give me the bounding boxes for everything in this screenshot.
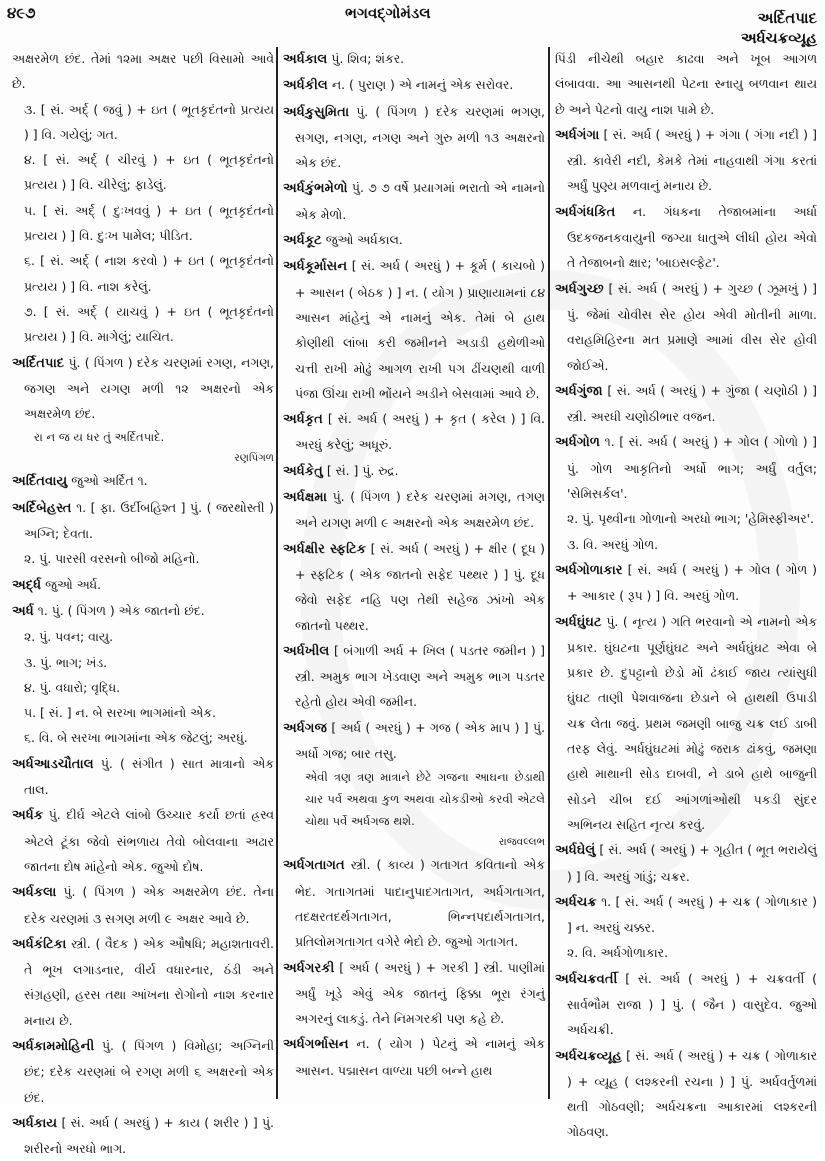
entry-headword: અર્ધક્ષીર સ્ફટિક [283,541,367,557]
entry-definition: [ સં. અર્ધ ( અરધું ) + ગૃહીત ( ભૂત ભરાયેલું ) ] વિ. અરધું ગાંડું; ચક્રર. [567,842,817,884]
entry-headword: અર્ધગુંજા [555,383,603,399]
dictionary-entry [555,1043,817,1145]
dictionary-entry [555,609,817,838]
entry-definition: પું. ( નૃત્ય ) ગતિ ભરવાનો એ નામનો એક પ્રકાર. ઘુંઘટના પૂર્ણઘુંઘટ અને અર્ધઘુંઘટ એવા બે પ્રકાર છે. દુપટ્ટાનો છેડો મોં ઢંકાઈ જાય ત્યાંસુધી ઘુંઘટ તાણી પેશવાજના છેડાને બે હાથથી ઉપાડી ચક્ર લેતા જવું. પ્રથમ જમણી બાજુ ચક્ર લઈ ડાબી તરફ લેવું. અર્ધઘુંઘટમાં મોઢું જરાક ઢાંકવું, જમણા હાથે માથાની સોડ દાબવી, ને ડાબે હાથે બાજુની સોડને ચીબ દઈ આંગળાંઓથી પકડી સુંદર અભિનય સહિત નૃત્ય કરવું. [567,613,817,832]
entry-headword: અર્દિતપાદ [12,355,65,371]
dictionary-entry [283,638,545,715]
entry-headword: અર્દ્ધ [12,577,42,593]
dictionary-entry [283,458,545,484]
entry-definition: સ્ત્રી. ( કાવ્ય ) ગતાગત કવિતાનો એક ભેદ. ગતાગતમાં પાદાનુપાદગતાગત, અર્ધગતાગત, તદક્ષરતદર્થગતાગત, ભિન્નપદાર્થગતાગત, પ્રતિલોમગતાગત વગેરે ભેદો છે. જુઓ ગતાગત. [295,857,545,950]
dictionary-entry [12,468,274,494]
entry-definition: [ સં. અર્ધ ( અરધું ) + કાય ( શરીર ) ] પું. શરીરનો અરધો ભાગ. [24,1114,274,1157]
entry-definition: [ સં. અર્ધ ( અરધું ) + કૃત ( કરેલ ) ] વિ. અરધું કરેલું; અધૂરું. [295,411,545,453]
dictionary-entry [12,879,274,931]
entry-definition: જુઓ અર્દિત ૧. [71,473,148,489]
entry-definition: [ અર્ધ ( અરધું ) + ગરકી ] સ્ત્રી. પાણીમાં અર્ધું ખૂડે એવું એક જાતનું ફિક્કા ભૂરા રંગનું અગરનું લાકડું. તેને નિમગરકી પણ કહે છે. [295,959,545,1027]
entry-headword: અર્ધકંટિકા [12,936,67,952]
entry-headword: અર્ધકૂટ [283,233,322,249]
entry-definition: ૧. [ સં. અર્ધ ( અરધું ) + ગોલ ( ગોળો ) ] પું. ગોળ આકૃતિનો અર્ધો ભાગ; અર્ધું વર્તુલ; 'સેમિસર્કલ'. [567,434,817,502]
dictionary-entry [12,598,274,624]
dictionary-entry [283,46,545,72]
entry-definition: પું. શિવ; શંકર. [331,51,405,66]
entry-definition: ન. ( યોગ ) પેટનું એ નામનું એક આસન. પદ્માસન વાળ્યા પછી બન્ને હાથ [295,1036,545,1078]
citation-quote: એવી ત્રણ ત્રણ માત્રાને છેટે ગજના આઘના છેડાથી ચાર પર્વ અથવા કુળ અથવા ચોકડીઓ કરવી એટલે ચોથા પર્વે અર્ધગજ થશે. [305,770,545,829]
sense-definition: ૫. [ સં. ] ન. બે સરખા ભાગમાંનો એક. [24,705,216,721]
entry-headword: અર્ધઆડચૌતાલ [12,756,94,772]
entry-definition: સ્ત્રી. ( વૈદક ) એક ઔષધિ; મહાશતાવરી. તે ભૂખ લગાડનાર, વીર્ય વધારનાર, ઠંડી અને સંગ્રહણી, હરસ તથા આંખના રોગોનો નાશ કરનાર મનાય છે. [24,935,274,1028]
entry-definition: [ અર્ધ ( અરધું ) + ગજ ( એક માપ ) ] પું. અર્ધો ગજ; બાર તસુ. [295,719,545,762]
page-number: ૪૯૭ [7,4,36,22]
sense-definition: ૪. પું. વધારો; વૃદ્ધિ. [24,679,121,695]
entry-definition: જુઓ અર્ધ. [45,576,102,592]
entry-headword: અર્ધ [12,603,34,619]
entry-definition: [ સં. ] પું. રુદ્ર. [326,462,399,478]
entry-headword: અર્ધગોળાકાર [555,562,623,578]
entry-headword: અર્ધચક્રવર્તી [555,971,618,987]
entry-definition: ન. ગંધકના તેજાબમાંના અર્ધા ઉદકજનકવાયુની જગ્યા ધાતુએ લીધી હોય એવો તે તેજાબનો ક્ષાર; 'બાઇસલ્ફેટ'. [567,203,817,271]
entry-headword: અર્ધચક્ર [555,894,597,910]
citation-source: રાજવલ્લભ [498,836,545,849]
entry-definition: ૧. [ સં. અર્ધ ( અરધું ) + ચક્ર ( ગોળાકાર ) ] ન. અરધું ચક્કર. [567,893,817,936]
entry-headword: અર્ધગરકી [283,960,335,976]
entry-headword: અર્ધકૂર્માસન [283,259,348,275]
entry-headword: અર્ધઘેલું [555,843,596,859]
citation-quote: રા ન જ ય ધર તું અર્દિતપાદે. [34,430,165,445]
dictionary-entry [555,199,817,276]
dictionary-entry [283,253,545,406]
entry-definition: પું. ( પિંગળ ) વિમોહા; અગ્નિની છંદ; દરેક ચરણમાં બે રગણ મળી ૬ અક્ષરનો એક છંદ. [24,1037,274,1105]
dictionary-entry [283,484,545,536]
dictionary-entry [555,378,817,430]
entry-headword: અર્ધગર્ભાસન [283,1037,349,1053]
entry-headword: અર્ધકીલ [283,78,328,94]
dictionary-entry [12,1110,274,1161]
sense-definition: ૩. [ સં. અર્દ્ ( જવું ) + ઇત ( ભૂતકૃદંતનો પ્રત્યય ) ] વિ. ગયેલું; ગત. [24,101,274,142]
entry-headword: અર્ધકાય [12,1115,58,1131]
sense-definition: ૬. વિ. બે સરખા ભાગમાંના એક જેટલું; અરધું. [24,730,248,746]
guide-word-first: અર્દિતપાદ [757,9,817,27]
sense-definition: ૨. પું. પવન; વાયુ. [24,629,114,645]
guide-words [741,8,817,48]
sense-definition: ૬. [ સં. અર્દ્ ( નાશ કરવો ) + ઇત ( ભૂતકૃદંતનો પ્રત્યય ) ] વિ. નાશ કરેલું. [24,253,274,294]
entry-definition: ન. ( પુરાણ ) એ નામનું એક સરોવર. [331,77,514,93]
dictionary-entry [555,276,817,378]
entry-headword: અર્ધગતાગત [283,858,345,874]
entry-definition: પું. ( સંગીત ) સાત માત્રાનો એક તાલ. [24,755,274,798]
entry-definition: પું. દીર્ઘ એટલે લાંબો ઉચ્ચાર કર્યા છતાં હ્રસ્વ એટલે ટૂંકા જેવો સંભળાય તેવો બોલવાના અઢાર જાતના દોષ માંહેનો એક. જુઓ દોષ. [24,807,274,874]
entry-headword: અર્ધગંધકિત [555,204,616,220]
column-1 [12,46,274,1161]
sense-definition: ૫. [ સં. અર્દ્ ( દુઃખવવું ) + ઇત ( ભૂતકૃદંતનો પ્રત્યય ) ] વિ. દુઃખ પામેલ; પીડિત. [24,202,274,244]
sense-definition: ૪. [ સં. અર્દ્ ( ચીરવું ) + ઇત ( ભૂતકૃદંતનો પ્રત્યય ) ] વિ. ચીરેલું; ફાડેલું. [24,152,274,193]
entry-headword: અર્ધકલા [12,885,57,901]
entry-headword: અર્ધકૃત [283,412,323,428]
entry-definition: પું. ૭ ૭ વર્ષે પ્રયાગમાં ભરાતો એ નામનો એક મેળો. [295,180,545,222]
entry-definition: પું. ( પિંગળ ) એક અક્ષરમેળ છંદ. તેના દરેક ચરણમાં ૩ સગણ મળી ૯ અક્ષર આવે છે. [24,884,274,926]
dictionary-entry [283,72,545,98]
dictionary-entry [12,751,274,803]
dictionary-entry [283,955,545,1032]
dictionary-entry [12,802,274,879]
entry-headword: અર્ધઘુંઘટ [555,614,602,630]
dictionary-entry [555,122,817,199]
continued-text: પિંડી નીચેથી બહાર કાઢવા અને ખૂબ આગળ લંબાવવા. આ આસનથી પેટના સ્નાયુ બળવાન થાય છે અને પેટનો વાયુ નાશ પામે છે. [555,51,817,117]
entry-headword: અર્દિબેહસ્ત [12,500,72,516]
column-2 [283,46,545,1083]
entry-definition: [ સં. અર્ધ ( અરધું ) + ગુંજા ( ચણોઠી ) ] સ્ત્રી. અરધી ચણોઠીભાર વજન. [567,382,817,425]
entry-definition: [ બંગાળી અર્ધ + ખિલ ( પડતર જમીન ) ] સ્ત્રી. અમુક ભાગ ખેડવાણ અને અમુક ભાગ પડતર રહેતો હોય એવી જમીન. [295,642,545,710]
dictionary-entry [283,227,545,253]
entry-definition: પું. ( પિંગળ ) દરેક ચરણમાં ભગણ, સગણ, નગણ, નગણ અને ગુરુ મળી ૧૩ અક્ષરનો એક છંદ. [295,103,545,171]
page-title: ભગવદ્ગોમંડલ [345,4,431,22]
sense-definition: ૨. વિ. અર્ધગોળાકાર. [567,945,669,961]
entry-definition: ૧. [ ફા. ઉર્દીબહિશ્ત ] પું. ( જરથોસ્તી ) અગ્નિ; દેવતા. [24,499,274,542]
dictionary-entry [555,966,817,1043]
dictionary-entry [283,406,545,458]
entry-definition: [ સં. અર્ધ ( અરધું ) + ચક્ર ( ગોળાકાર ) + વ્યૂહ ( લશ્કરની રચના ) ] પું. અર્ધવર્તુળમાં થતી ગોઠવણી; અર્ધચક્રના આકારમાં લશ્કરની ગોઠવણ. [567,1047,817,1140]
entry-headword: અર્ધકેતુ [283,463,323,479]
entry-headword: અર્ધકુંભમેળો [283,181,348,197]
entry-headword: અર્ધગુચ્છ [555,281,604,297]
sense-definition: ૨. પું. પારસી વરસનો બીજો મહિનો. [24,551,200,567]
continued-text: અક્ષરમેળ છંદ. તેમાં ૧૨મા અક્ષર પછી વિસામો આવે છે. [12,51,274,92]
entry-definition: પું. ( પિંગળ ) દરેક ચરણમાં રગણ, નગણ, જગણ અને યગણ મળી ૧૨ અક્ષરનો એક અક્ષરમેળ છંદ. [24,354,274,422]
column-3 [555,46,817,1145]
entry-headword: અર્ધખીલ [283,643,330,659]
dictionary-entry [283,175,545,227]
dictionary-entry [12,495,274,547]
entry-definition: [ સં. અર્ધ ( અરધું ) + ચક્રવર્તી ( સાર્વભૌમ રાજા ) ] પું. ( જૈન ) વાસુદેવ. જુઓ અર્ધચક્રી. [567,970,817,1038]
guide-word-last: અર્ધચક્રવ્યૂહ [740,29,817,47]
entry-headword: અર્ધકુસુમિતા [283,104,350,120]
entry-headword: અર્ધગોળ [555,435,601,451]
entry-headword: અર્ધચક્રવ્યૂહ [555,1048,622,1064]
entry-headword: અર્ધકાલ [283,52,328,67]
dictionary-entry [283,715,545,767]
entry-definition: [ સં. અર્ધ ( અરધું ) + ક્ષીર ( દૂધ ) + સ્ફટિક ( એક જાતનો સફેદ પથ્થર ) ] પું. દૂધ જેવો સફેદ નહિ પણ તેથી સહેજ ઝાંખો એક જાતનો પથ્થર. [295,540,545,633]
column-divider [548,47,550,1099]
dictionary-entry [283,99,545,176]
column-divider [276,47,278,1099]
entry-headword: અર્ધકામમોહિની [12,1038,95,1054]
entry-definition: ૧. પું. ( પિંગળ ) એક જાતનો છંદ. [37,602,205,618]
entry-headword: અર્ધગજ [283,720,327,736]
dictionary-entry [555,837,817,889]
dictionary-entry [555,557,817,609]
entry-definition: પું. ( પિંગળ ) દરેક ચરણમાં મગણ, તગણ અને યગણ મળી ૯ અક્ષરનો એક અક્ષરમેળ છંદ. [295,489,545,531]
dictionary-entry [283,852,545,954]
entry-headword: અર્ધક્ષમા [283,490,327,506]
citation-source: રણપિંગળ [234,452,274,465]
sense-definition: ૩. પું. ભાગ; ખંડ. [24,654,108,670]
sense-definition: ૭. [ સં. અર્દ્ ( યાચવું ) + ઇત ( ભૂતકૃદંતનો પ્રત્યય ) ] વિ. માગેલું; યાચિત. [24,303,274,345]
dictionary-entry [12,350,274,427]
dictionary-entry [555,429,817,506]
entry-definition: [ સં. અર્ધ ( અરધું ) + કૂર્મ ( કાચબો ) + આસન ( બેઠક ) ] ન. ( યોગ ) પ્રાણાયામનાં ૮૪ આસન માંહેનું એ નામનું એક. તેમાં બે હાથ કોણીથી લાંબા કરી જમીનને અડાડી હથેળીઓ ચત્તી રાખી મોઢું આગળ રાખી પગ ઢીંચણથી વાળી પંજા ઊંચા રાખી ભોંયને અડીને બેસવામાં આવે છે. [295,258,545,401]
entry-definition: [ સં. અર્ધ ( અરધું ) + ગંગા ( ગંગા નદી ) ] સ્ત્રી. કાવેરી નદી, કેમકે તેમાં નાહવાથી ગંગા કરતાં અર્ધું પુણ્ય મળવાનું મનાય છે. [567,126,817,194]
dictionary-entry [12,931,274,1033]
entry-headword: અર્ધગંગા [555,127,600,143]
dictionary-entry [12,572,274,598]
entry-definition: જુઓ અર્ધકાલ. [325,232,403,248]
entry-definition: [ સં. અર્ધ ( અરધું ) + ગોલ ( ગોળ ) + આકાર ( રૂપ ) ] વિ. અરધું ગોળ. [567,561,817,604]
entry-headword: અર્ધક [12,808,44,824]
dictionary-entry [555,889,817,941]
entry-definition: [ સં. અર્ધ ( અરધું ) + ગુચ્છ ( ઝૂમખું ) ] પું. જેમાં ચોવીસ સેર હોય એવી મોતીની માળા. વરાહમિહિરના મત પ્રમાણે આમાં વીસ સેર હોવી જોઈએ. [567,280,817,373]
dictionary-entry [283,536,545,638]
entry-headword: અર્દિતવાયુ [12,474,68,490]
dictionary-entry [12,1033,274,1110]
dictionary-entry [283,1031,545,1083]
sense-definition: ૨. પું. પૃથ્વીના ગોળાનો અરધો ભાગ; 'હેમિસ્ફીઅર'. [567,511,814,527]
sense-definition: ૩. વિ. અરધું ગોળ. [567,536,659,552]
